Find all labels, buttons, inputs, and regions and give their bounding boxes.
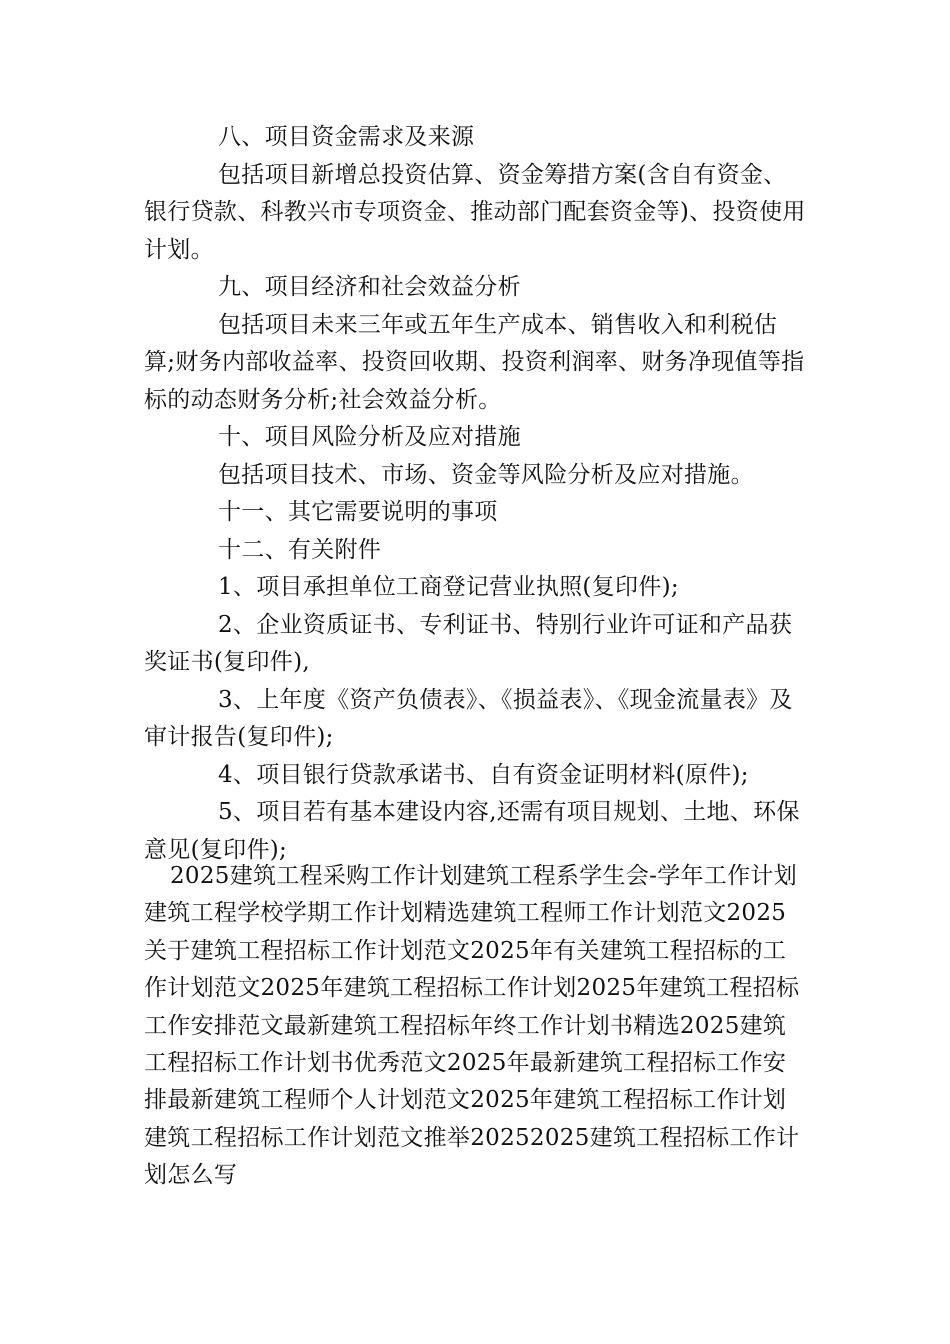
attachment-item-3: 3、上年度《资产负债表》、《损益表》、《现金流量表》及审计报告(复印件); xyxy=(144,686,793,750)
section-heading-benefit: 九、项目经济和社会效益分析 xyxy=(218,274,521,300)
attachment-item-2: 2、企业资质证书、专利证书、特别行业许可证和产品获奖证书(复印件), xyxy=(144,611,793,675)
section-heading-attachments: 十二、有关附件 xyxy=(218,536,382,563)
paragraph-funding: 包括项目新增总投资估算、资金筹措方案(含自有资金、银行贷款、科教兴市专项资金、推动部门配套资金等)、投资使用计划。 xyxy=(144,161,806,263)
paragraph-risk: 包括项目技术、市场、资金等风险分析及应对措施。 xyxy=(218,461,754,488)
document-body xyxy=(144,119,806,869)
section-heading-other: 十一、其它需要说明的事项 xyxy=(218,499,498,525)
attachment-item-4: 4、项目银行贷款承诺书、自有资金证明材料(原件); xyxy=(218,761,749,788)
section-heading-funding: 八、项目资金需求及来源 xyxy=(218,124,475,150)
related-links-text: 2025建筑工程采购工作计划建筑工程系学生会-学年工作计划建筑工程学校学期工作计划精选建筑工程师工作计划范文2025关于建筑工程招标工作计划范文2025年有关建筑工程招标的工作计划范文2025年建筑工程招标工作计划2025年建筑工程招标工作安排范文最新建筑工程招标年终工作计划书精选2025建筑工程招标工作计划书优秀范文2025年最新建筑工程招标工作安排最新建筑工程师个人计划范文2025年建筑工程招标工作计划建筑工程招标工作计划范文推举20252025建筑工程招标工作计划怎么写 xyxy=(144,863,800,1189)
section-heading-risk: 十、项目风险分析及应对措施 xyxy=(218,424,521,450)
attachment-item-5: 5、项目若有基本建设内容,还需有项目规划、土地、环保意见(复印件); xyxy=(144,799,800,863)
attachment-item-1: 1、项目承担单位工商登记营业执照(复印件); xyxy=(218,574,679,600)
paragraph-benefit: 包括项目未来三年或五年生产成本、销售收入和利税估算;财务内部收益率、投资回收期、投资利润率、财务净现值等指标的动态财务分析;社会效益分析。 xyxy=(144,311,805,413)
